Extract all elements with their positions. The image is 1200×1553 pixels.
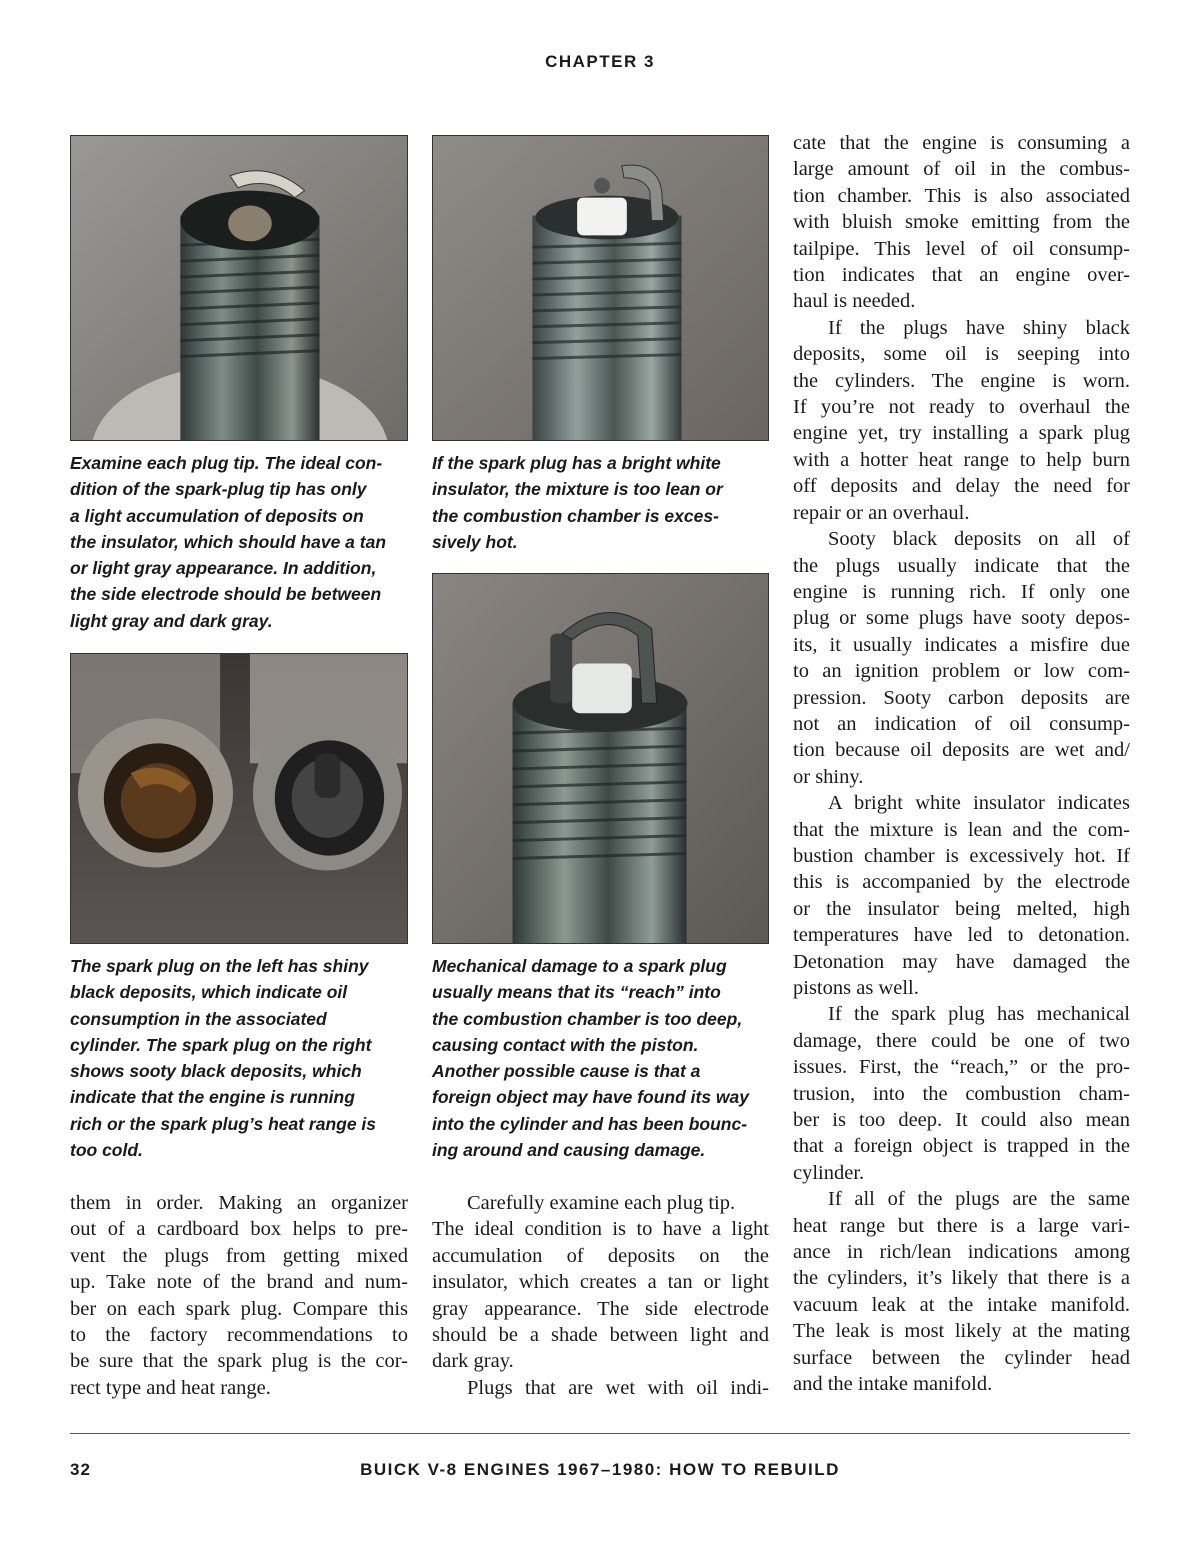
text-line: bustion chamber is excessively hot. If [793,844,1130,867]
text-line: that the mixture is lean and the com- [793,818,1130,841]
caption-line: a light accumulation of deposits on [70,505,364,526]
text-line: engine yet, try installing a spark plug [793,422,1130,445]
running-footer-title: BUICK V-8 ENGINES 1967–1980: HOW TO REBUILD [360,1460,840,1479]
caption-line: into the cylinder and has been bounc- [432,1113,748,1134]
text-line: tailpipe. This level of oil consump- [793,237,1130,260]
text-line: out of a cardboard box helps to pre- [70,1218,408,1241]
caption-photo-2 [432,450,772,555]
text-line: surface between the cylinder head [793,1346,1130,1369]
caption-line: usually means that its “reach” into [432,982,721,1003]
caption-line: causing contact with the piston. [432,1034,699,1055]
caption-line: ing around and causing damage. [432,1140,706,1161]
caption-line: rich or the spark plug’s heat range is [70,1113,377,1134]
text-line: vacuum leak at the intake manifold. [793,1293,1130,1316]
text-line: ber is too deep. It could also mean [793,1109,1130,1132]
photo-oily-and-sooty-plugs [70,653,408,944]
text-line: ance in rich/lean indications among [793,1241,1130,1264]
text-line: If the spark plug has mechanical [828,1003,1130,1026]
text-line: The ideal condition is to have a light [432,1218,769,1241]
text-line: Carefully examine each plug tip. [467,1192,736,1214]
text-line: vent the plugs from getting mixed [70,1244,408,1267]
caption-photo-1 [70,450,410,634]
caption-line: the combustion chamber is too deep, [432,1008,743,1029]
text-line: rect type and heat range. [70,1376,271,1399]
text-line: haul is needed. [793,290,916,313]
text-line: tion chamber. This is also associated [793,184,1130,207]
text-line: accumulation of deposits on the [432,1244,769,1267]
text-line: insulator, which creates a tan or light [432,1271,769,1294]
text-line: If you’re not ready to overhaul the [793,396,1130,419]
photo-mechanical-damage [432,573,769,944]
text-line: The leak is most likely at the mating [793,1320,1130,1343]
text-line: that a foreign object is trapped in the [793,1135,1130,1158]
body-column-1 [70,1190,408,1401]
text-line: cylinder. [793,1161,865,1184]
text-line: or the insulator being melted, high [793,897,1130,920]
caption-line: If the spark plug has a bright white [432,453,721,473]
text-line: them in order. Making an organizer [70,1192,408,1214]
text-line: deposits, some oil is seeping into [793,343,1130,366]
text-line: the plugs usually indicate that the [793,554,1130,577]
text-line: this is accompanied by the electrode [793,871,1130,894]
text-line: with bluish smoke emitting from the [793,211,1130,234]
text-line: dark gray. [432,1350,514,1373]
text-line: heat range but there is a large vari- [793,1214,1130,1237]
chapter-header: CHAPTER 3 [545,52,655,71]
text-line: If all of the plugs are the same [828,1188,1130,1211]
text-line: to an ignition problem or low com- [793,660,1130,683]
text-line: engine is running rich. If only one [793,580,1130,603]
text-line: A bright white insulator indicates [828,792,1130,815]
body-column-2 [432,1190,769,1401]
text-line: the cylinders. The engine is worn. [793,369,1130,392]
caption-photo-4 [432,953,772,1163]
text-line: off deposits and delay the need for [793,475,1130,498]
photo-white-insulator [432,135,769,441]
caption-line: The spark plug on the left has shiny [70,956,369,976]
text-line: trusion, into the combustion cham- [793,1082,1130,1105]
text-line: issues. First, the “reach,” or the pro- [793,1056,1130,1079]
text-line: Plugs that are wet with oil indi- [467,1376,769,1399]
text-line: Detonation may have damaged the [793,950,1130,973]
text-line: and the intake manifold. [793,1373,993,1396]
caption-line: cylinder. The spark plug on the right [70,1034,372,1055]
caption-line: too cold. [70,1140,143,1161]
caption-line: black deposits, which indicate oil [70,982,348,1003]
caption-line: insulator, the mixture is too lean or [432,479,723,500]
caption-line: or light gray appearance. In addition, [70,558,377,579]
text-line: up. Take note of the brand and num- [70,1271,408,1294]
caption-line: sively hot. [432,531,518,552]
footer-divider [70,1433,1130,1434]
body-column-3 [793,130,1130,1398]
text-line: to the factory recommendations to [70,1324,408,1347]
text-line: tion because oil deposits are wet and/ [793,739,1130,762]
text-line: not an indication of oil consump- [793,712,1130,735]
text-line: or shiny. [793,765,864,788]
caption-line: consumption in the associated [70,1008,327,1029]
caption-line: Mechanical damage to a spark plug [432,956,727,976]
text-line: gray appearance. The side electrode [432,1297,769,1320]
caption-line: Examine each plug tip. The ideal con- [70,453,383,473]
text-line: damage, there could be one of two [793,1029,1130,1052]
text-line: should be a shade between light and [432,1324,769,1347]
text-line: ber on each spark plug. Compare this [70,1297,408,1320]
photo-ideal-plug-tip [70,135,408,441]
text-line: repair or an overhaul. [793,501,970,524]
page-number: 32 [70,1460,91,1479]
text-line: pression. Sooty carbon deposits are [793,686,1130,709]
text-line: plug or some plugs have sooty depos- [793,607,1130,630]
text-line: with a hotter heat range to help burn [793,448,1130,471]
text-line: large amount of oil in the combus- [793,158,1130,181]
caption-line: indicate that the engine is running [70,1087,355,1108]
text-line: If the plugs have shiny black [828,316,1130,339]
text-line: Sooty black deposits on all of [828,528,1130,551]
caption-line: foreign object may have found its way [432,1087,750,1108]
text-line: tion indicates that an engine over- [793,264,1130,287]
caption-line: the side electrode should be between [70,584,382,605]
caption-line: light gray and dark gray. [70,610,273,631]
caption-line: the insulator, which should have a tan [70,531,387,552]
caption-line: shows sooty black deposits, which [70,1061,362,1082]
text-line: be sure that the spark plug is the cor- [70,1350,408,1373]
caption-line: the combustion chamber is exces- [432,505,719,526]
caption-line: dition of the spark-plug tip has only [70,479,367,500]
text-line: its, it usually indicates a misfire due [793,633,1130,656]
caption-photo-3 [70,953,410,1163]
caption-line: Another possible cause is that a [432,1061,701,1082]
text-line: temperatures have led to detonation. [793,924,1130,947]
text-line: pistons as well. [793,977,919,999]
text-line: the cylinders, it’s likely that there is a [793,1267,1130,1290]
text-line: cate that the engine is consuming a [793,132,1130,154]
